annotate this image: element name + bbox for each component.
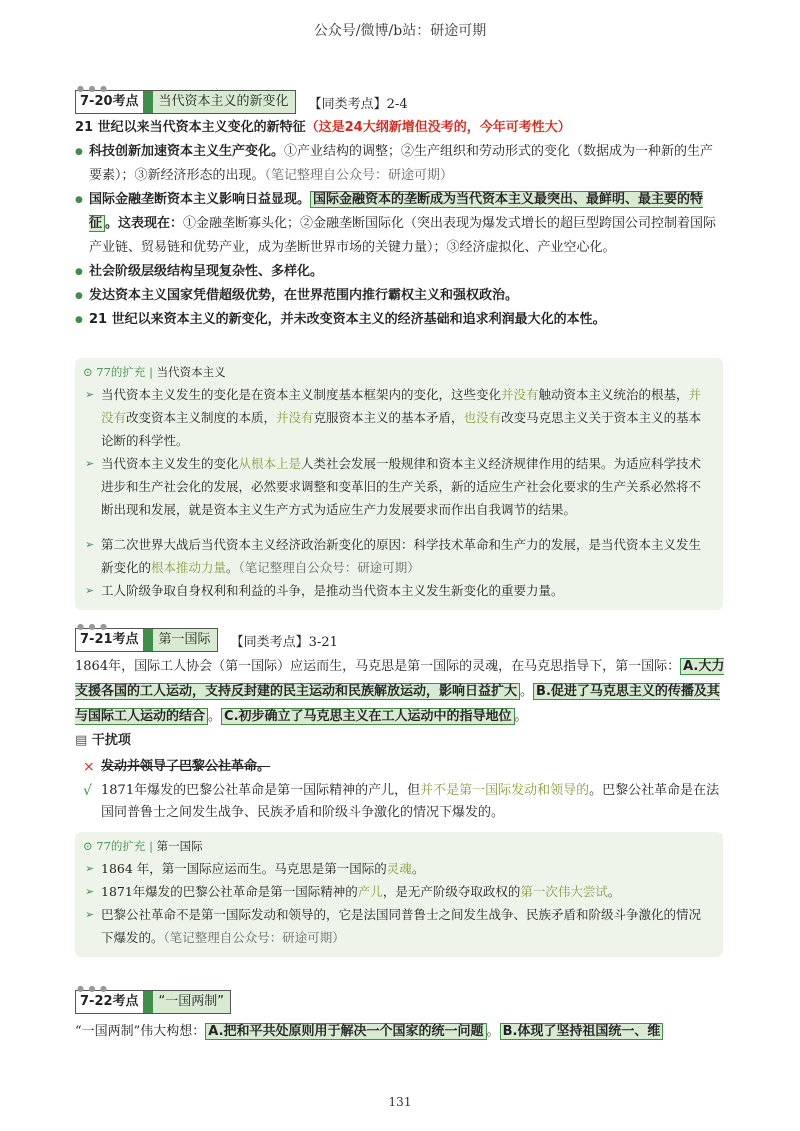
topic-tag	[75, 628, 218, 652]
bullet-1-note: （笔记整理自公众号：研途可期）	[264, 168, 454, 183]
box1-item-1-hl1: 并没有	[501, 387, 539, 402]
wrong-statement: 发动并领导了巴黎公社革命。	[101, 759, 271, 774]
point-b: B.促进了马克思主义的传播及其与国际工人运动的结合	[75, 684, 720, 724]
box1-item-4: ➢ 工人阶级争取自身权利和利益的斗争，是推动当代资本主义发生新变化的重要力量。	[75, 579, 723, 602]
decor-dots: ● ● ●	[77, 984, 109, 993]
correct-text: 1871年爆发的巴黎公社革命是第一国际精神的产儿，但	[101, 783, 421, 798]
box1-item-1-hl4: 也没有	[463, 410, 502, 425]
sep: 。	[486, 1024, 500, 1039]
box-header: ⊙ 77的扩充 | 当代资本主义	[83, 365, 226, 379]
page-number: 131	[388, 1095, 412, 1109]
box2-item-2-hl2: 第一次伟大尝试	[520, 884, 608, 899]
box2-item-2	[75, 880, 723, 903]
box1-item-3-note: （笔记整理自公众号：研途可期）	[238, 560, 420, 575]
box-header: ⊙ 77的扩充 | 第一国际	[83, 839, 203, 853]
bullet-2	[75, 188, 725, 260]
bullet-2-mid: 。这表现在：	[105, 216, 184, 231]
page-header: 公众号/微博/b站：研途可期	[313, 23, 487, 39]
cross-icon: ×	[83, 759, 95, 775]
box2-item-2-hl1: 产儿	[357, 884, 383, 899]
sep-3: 。	[514, 709, 528, 724]
expansion-box-2	[75, 832, 723, 957]
related-ref: 【同类考点】2-4	[308, 96, 408, 112]
box2-item-1	[75, 857, 723, 880]
point-a: A.把和平共处原则用于解决一个国家的统一问题	[205, 1023, 486, 1040]
box1-item-1-text: 当代资本主义发生的变化是在资本主义制度基本框架内的变化，这些变化	[101, 387, 502, 402]
distractor-right	[75, 780, 725, 824]
box2-item-2-text3: 。	[607, 884, 621, 899]
intro-line	[75, 116, 725, 140]
topic-title: 当代资本主义的新变化	[153, 91, 295, 113]
bullet-2-highlight: 国际金融资本的垄断成为当代资本主义最突出、最鲜明、最主要的特征	[89, 192, 704, 231]
distractor-title: 干扰项	[91, 733, 131, 748]
box2-item-2-text: 1871年爆发的巴黎公社革命是第一国际精神的	[101, 884, 358, 899]
box2-item-3	[75, 903, 723, 949]
bullet-5: ● 21 世纪以来资本主义的新变化，并未改变资本主义的经济基础和追求利润最大化的本性。	[75, 308, 725, 332]
body-text: 1864年，国际工人协会（第一国际）应运而生，马克思是第一国际的灵魂，在马克思指导下，第一国际：	[75, 659, 681, 674]
box-subtitle: 第一国际	[156, 839, 203, 853]
bookmark-icon	[143, 629, 153, 651]
bullet-1-bold: 科技创新加速资本主义生产变化。	[89, 144, 285, 159]
box2-item-1-text2: 。	[411, 861, 425, 876]
topic-code: 7-22考点	[76, 991, 143, 1013]
bullet-4: ● 发达资本主义国家凭借超级优势，在世界范围内推行霸权主义和强权政治。	[75, 284, 725, 308]
bullet-1	[75, 140, 725, 188]
topic-title: “一国两制”	[153, 991, 230, 1013]
topic-code: 7-21考点	[76, 629, 143, 651]
box1-item-1-text2: 触动资本主义统治的根基，	[538, 387, 689, 402]
box-label: 77的扩充	[96, 839, 146, 853]
box1-item-3-hl: 根本推动力量	[151, 560, 227, 575]
intro-highlight: （这是24大纲新增但没考的，今年可考性大）	[305, 120, 571, 135]
section-7-22	[75, 984, 725, 1044]
box-subtitle: 当代资本主义	[156, 365, 226, 379]
pin-icon: ⊙	[83, 839, 93, 853]
section-7-21	[75, 622, 725, 729]
bullet-2-text: ①金融垄断寡头化；②金融垄断国际化（突出表现为爆发式增长的超巨型跨国公司控制着国际产业链、贸易链和优势产业，成为垄断世界市场的关键力量）；③经济虚拟化、产业空心化。	[89, 216, 717, 255]
point-b: B.体现了坚持祖国统一、维	[500, 1023, 664, 1040]
related-ref: 【同类考点】3-21	[230, 634, 338, 650]
box2-item-3-text: 巴黎公社革命不是第一国际发动和领导的，它是法国同普鲁士之间发生战争、民族矛盾和阶级斗争激化的情况下爆发的。	[101, 907, 702, 945]
box1-item-1-hl2: 并没有	[101, 387, 702, 425]
sep-1: 。	[520, 684, 534, 699]
decor-dots: ● ● ●	[77, 84, 109, 93]
box-label: 77的扩充	[96, 365, 146, 379]
body-text: “一国两制”伟大构想：	[75, 1024, 206, 1039]
section-7-22-body	[75, 1020, 725, 1044]
bullet-2-bold: 国际金融垄断资本主义影响日益显现。	[89, 192, 311, 207]
bullet-1-text: ①产业结构的调整；②生产组织和劳动形式的变化（数据成为一种新的生产要素）；③新经济形态的出现。	[89, 144, 714, 183]
box1-item-3	[75, 533, 723, 579]
box1-item-1-text4: 克服资本主义的基本矛盾，	[313, 410, 464, 425]
box2-item-2-text2: ，是无产阶级夺取政权的	[382, 884, 521, 899]
correct-highlight: 并不是第一国际发动和领导的	[420, 783, 590, 798]
topic-tag	[75, 990, 231, 1014]
topic-code: 7-20考点	[76, 91, 143, 113]
box1-item-2-text2: 人类社会发展一般规律和资本主义经济规律作用的结果。为适应科学技术进步和生产社会化的发展，必然要求调整和变革旧的生产关系，新的适应生产社会化要求的生产关系必然将不断出现和发展，就是资本主义生产方式为适应生产力发展要求而作出自我调节的结果。	[101, 456, 702, 517]
bookmark-icon	[143, 991, 153, 1013]
point-c: C.初步确立了马克思主义在工人运动中的指导地位	[221, 708, 514, 725]
bookmark-icon	[143, 91, 153, 113]
topic-tag	[75, 90, 296, 114]
box1-item-2-text: 当代资本主义发生的变化	[101, 456, 239, 471]
intro-text: 21 世纪以来当代资本主义变化的新特征	[75, 120, 306, 135]
box1-item-3-text2: 。	[226, 560, 239, 575]
box1-item-2-hl: 从根本上是	[238, 456, 302, 471]
box2-item-1-hl: 灵魂	[386, 861, 412, 876]
expansion-box-1	[75, 358, 723, 610]
distractor-wrong	[75, 756, 725, 778]
correct-text-2: 。巴黎公社革命是在法国同普鲁士之间发生战争、民族矛盾和阶级斗争激化的情况下爆发的。	[101, 783, 720, 820]
box2-item-1-text: 1864 年，第一国际应运而生。马克思是第一国际的	[101, 861, 387, 876]
point-a: A.大力支援各国的工人运动，支持反封建的民主运动和民族解放运动，影响日益扩大	[75, 659, 725, 699]
box1-item-1-hl3: 并没有	[276, 410, 314, 425]
box1-item-1-text5: 改变马克思主义关于资本主义的基本论断的科学性。	[101, 410, 702, 448]
box1-item-2	[75, 452, 723, 521]
section-7-20	[75, 84, 725, 332]
box1-item-3-text: 第二次世界大战后当代资本主义经济政治新变化的原因：科学技术革命和生产力的发展，是当代资本主义发生新变化的	[101, 537, 702, 575]
sep-2: 。	[208, 709, 222, 724]
topic-title: 第一国际	[153, 629, 217, 651]
decor-dots: ● ● ●	[77, 622, 109, 631]
bullet-3: ● 社会阶级层级结构呈现复杂性、多样化。	[75, 260, 725, 284]
box1-item-1-text3: 改变资本主义制度的本质，	[126, 410, 277, 425]
distractor-block	[75, 730, 725, 824]
section-7-21-body	[75, 654, 725, 729]
distractor-heading	[75, 730, 725, 752]
box1-item-1	[75, 383, 723, 452]
pin-icon: ⊙	[83, 365, 93, 379]
check-icon: √	[83, 783, 92, 799]
box2-item-3-note: （笔记整理自公众号：研途可期）	[163, 930, 345, 945]
clipboard-icon: ▤	[75, 733, 88, 748]
